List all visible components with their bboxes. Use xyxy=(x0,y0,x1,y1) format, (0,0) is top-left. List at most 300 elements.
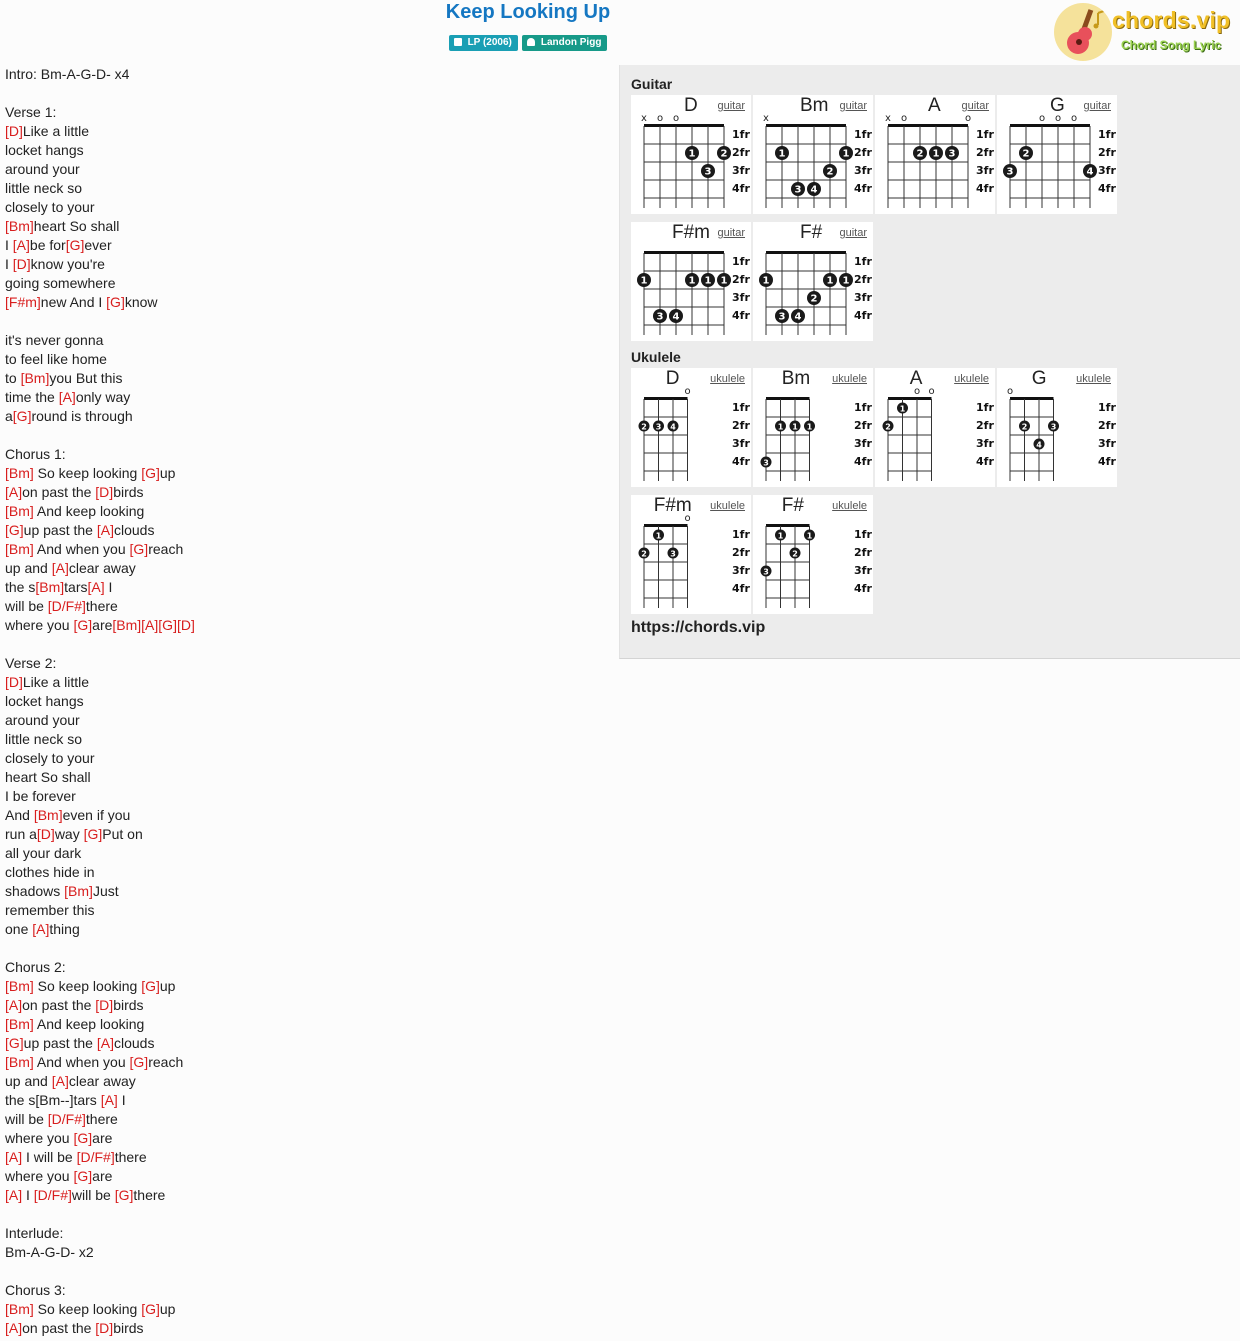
finger-dot xyxy=(897,403,908,414)
lyric-text: where you xyxy=(5,1130,74,1146)
fret-label: 4fr xyxy=(732,182,750,195)
muted-string-marker: x xyxy=(763,113,769,124)
chord-link[interactable]: [A] xyxy=(96,522,114,538)
chord-link[interactable]: [D/F#] xyxy=(47,1111,86,1127)
chord-link[interactable]: [Bm] xyxy=(35,579,65,595)
fret-label: 2fr xyxy=(732,273,750,286)
lyric-text: Intro: Bm-A-G-D- x4 xyxy=(5,66,130,82)
lyric-text: Like a little xyxy=(22,123,90,139)
open-string-marker: o xyxy=(900,113,908,124)
svg-text:3: 3 xyxy=(1006,166,1014,178)
instrument-link[interactable]: ukulele xyxy=(832,500,867,512)
lyric-line xyxy=(5,1224,605,1243)
svg-text:2: 2 xyxy=(826,166,834,178)
ukulele-chord-fsharpm[interactable] xyxy=(631,495,751,614)
song-title[interactable]: Keep Looking Up xyxy=(445,1,611,23)
nut xyxy=(1010,124,1090,127)
site-logo[interactable] xyxy=(1054,3,1240,63)
user-icon xyxy=(527,38,535,46)
chord-link[interactable]: [D/F#] xyxy=(33,1187,72,1203)
ukulele-chord-diagram xyxy=(997,368,1117,487)
chord-link[interactable]: [Bm] xyxy=(5,465,34,481)
lyric-text: on past the xyxy=(22,997,96,1013)
chord-link[interactable]: [G] xyxy=(83,826,103,842)
lyric-text: Chorus 2: xyxy=(5,959,66,975)
open-string-marker: o xyxy=(672,113,680,124)
chord-name: F#m xyxy=(653,495,692,516)
lyric-text: there xyxy=(85,1111,118,1127)
lyric-text: will be xyxy=(5,1111,48,1127)
lyric-line xyxy=(5,578,605,597)
fret-label: 4fr xyxy=(854,309,872,322)
chord-link[interactable]: [D] xyxy=(12,256,31,272)
lyric-line xyxy=(5,1129,605,1148)
chord-link[interactable]: [Bm] xyxy=(112,617,142,633)
logo-text: chords.vip xyxy=(1112,7,1231,33)
svg-text:1: 1 xyxy=(762,275,770,287)
lyric-line xyxy=(5,996,605,1015)
finger-dot xyxy=(1034,439,1045,450)
fret-label: 3fr xyxy=(976,164,994,177)
svg-text:1: 1 xyxy=(806,531,813,541)
svg-text:1: 1 xyxy=(655,531,662,541)
instrument-link[interactable]: guitar xyxy=(839,227,867,239)
lyric-text: I xyxy=(5,237,13,253)
fret-label: 3fr xyxy=(732,291,750,304)
lyric-text: clouds xyxy=(113,1035,155,1051)
svg-text:2: 2 xyxy=(720,148,728,160)
fret-label: 2fr xyxy=(1098,419,1116,432)
chord-link[interactable]: [D/F#] xyxy=(76,1149,115,1165)
chord-link[interactable]: [G] xyxy=(73,617,93,633)
ukulele-chord-d[interactable] xyxy=(631,368,751,487)
instrument-link[interactable]: guitar xyxy=(961,100,989,112)
lyric-line xyxy=(5,654,605,673)
svg-text:1: 1 xyxy=(842,148,850,160)
instrument-link[interactable]: ukulele xyxy=(1076,373,1111,385)
lyric-text: So keep looking xyxy=(33,465,142,481)
open-string-marker: o xyxy=(913,386,921,397)
lyric-text: birds xyxy=(113,1320,144,1336)
svg-text:4: 4 xyxy=(794,311,802,323)
lyric-line xyxy=(5,369,605,388)
svg-text:3: 3 xyxy=(778,311,786,323)
chord-link[interactable]: [G] xyxy=(141,465,160,481)
chord-link[interactable]: [G] xyxy=(12,408,32,424)
finger-dot xyxy=(653,309,667,323)
chord-link[interactable]: [A] xyxy=(87,579,105,595)
book-icon xyxy=(454,38,462,46)
svg-text:3: 3 xyxy=(655,422,662,432)
lyric-text: where you xyxy=(5,617,74,633)
lyric-text: birds xyxy=(113,997,144,1013)
open-string-marker: o xyxy=(964,113,972,124)
instrument-link[interactable]: ukulele xyxy=(710,373,745,385)
nut xyxy=(888,397,932,400)
chord-link[interactable]: [D] xyxy=(5,674,23,690)
finger-dot xyxy=(913,146,927,160)
chord-link[interactable]: [G] xyxy=(129,1054,149,1070)
lyric-text: Just xyxy=(92,883,119,899)
lyric-line xyxy=(5,730,605,749)
open-string-marker: o xyxy=(684,513,691,524)
lyric-line xyxy=(5,255,605,274)
lyric-line xyxy=(5,806,605,825)
chord-name: G xyxy=(1050,95,1065,116)
fret-label: 3fr xyxy=(1098,164,1116,177)
lyric-text: up past the xyxy=(23,1035,97,1051)
fret-label: 2fr xyxy=(854,146,872,159)
lyric-line xyxy=(5,141,605,160)
instrument-link[interactable]: ukulele xyxy=(710,500,745,512)
chord-link[interactable]: [G] xyxy=(5,522,24,538)
fret-label: 1fr xyxy=(1098,401,1116,414)
finger-dot xyxy=(1019,146,1033,160)
finger-dot xyxy=(807,182,821,196)
svg-text:3: 3 xyxy=(656,311,664,323)
open-string-marker: o xyxy=(928,386,935,397)
chord-link[interactable]: [D] xyxy=(95,997,114,1013)
open-string-marker: o xyxy=(1070,113,1078,124)
lyric-text: Bm-A-G-D- x2 xyxy=(5,1244,94,1260)
ukulele-chord-a[interactable] xyxy=(875,368,995,487)
svg-text:1: 1 xyxy=(640,275,648,287)
lyric-text: heart So shall xyxy=(33,218,120,234)
muted-string-marker: x xyxy=(885,113,891,124)
lyric-line xyxy=(5,1205,605,1224)
svg-text:1: 1 xyxy=(688,148,696,160)
finger-dot xyxy=(685,273,699,287)
lyric-text: the s[Bm--]tars xyxy=(5,1092,101,1108)
chord-link[interactable]: [Bm] xyxy=(33,807,63,823)
lyric-line xyxy=(5,350,605,369)
chord-link[interactable]: [G] xyxy=(129,541,149,557)
chord-link[interactable]: [D/F#] xyxy=(47,598,86,614)
chord-link[interactable]: [A] xyxy=(12,237,30,253)
chord-link[interactable]: [A] xyxy=(5,997,23,1013)
lyric-line xyxy=(5,977,605,996)
fret-label: 3fr xyxy=(854,164,872,177)
lyric-line xyxy=(5,958,605,977)
chord-link[interactable]: [Bm] xyxy=(5,978,34,994)
lyric-line xyxy=(5,901,605,920)
chord-link[interactable]: [A] xyxy=(5,1320,23,1336)
svg-text:3: 3 xyxy=(704,166,712,178)
fret-label: 1fr xyxy=(732,528,750,541)
ukulele-chord-g[interactable] xyxy=(997,368,1117,487)
finger-dot xyxy=(1019,421,1030,432)
chord-name: D xyxy=(665,368,680,389)
lyric-text: little neck so xyxy=(5,731,83,747)
lyric-text: around your xyxy=(5,161,80,177)
instrument-link[interactable]: guitar xyxy=(717,100,745,112)
svg-text:3: 3 xyxy=(948,148,956,160)
lyric-text: thing xyxy=(49,921,80,937)
chord-link[interactable]: [D] xyxy=(176,617,195,633)
fret-label: 3fr xyxy=(854,291,872,304)
chord-link[interactable]: [A] xyxy=(5,1149,23,1165)
lyric-line xyxy=(5,483,605,502)
nut xyxy=(888,124,968,127)
lyric-text: will be xyxy=(5,598,48,614)
chord-link[interactable]: [Bm] xyxy=(5,1016,34,1032)
chord-link[interactable]: [D] xyxy=(36,826,55,842)
chord-link[interactable]: [A] xyxy=(5,1187,23,1203)
finger-dot xyxy=(883,421,894,432)
lyric-line xyxy=(5,236,605,255)
fret-label: 4fr xyxy=(854,582,872,595)
chord-link[interactable]: [G] xyxy=(141,1301,160,1317)
lyric-text: I xyxy=(117,1092,126,1108)
finger-dot xyxy=(790,548,801,559)
instrument-link[interactable]: ukulele xyxy=(954,373,989,385)
lyric-text: know xyxy=(124,294,158,310)
lyric-text: going somewhere xyxy=(5,275,116,291)
lyric-text: Interlude: xyxy=(5,1225,64,1241)
finger-dot xyxy=(701,273,715,287)
fret-label: 4fr xyxy=(976,182,994,195)
svg-text:3: 3 xyxy=(670,549,676,559)
chord-link[interactable]: [G] xyxy=(114,1187,134,1203)
nut xyxy=(766,124,846,127)
lyric-text: closely to your xyxy=(5,750,95,766)
svg-text:1: 1 xyxy=(842,275,850,287)
chord-name: Bm xyxy=(800,95,829,116)
lyric-line xyxy=(5,1034,605,1053)
chord-link[interactable]: [Bm] xyxy=(20,370,50,386)
lyric-text: round is through xyxy=(31,408,133,424)
fret-label: 4fr xyxy=(732,582,750,595)
guitar-chord-fsharp[interactable] xyxy=(753,222,873,341)
ukulele-chord-fsharp[interactable] xyxy=(753,495,873,614)
chord-link[interactable]: [A] xyxy=(5,484,23,500)
finger-dot xyxy=(775,309,789,323)
chord-link[interactable]: [A] xyxy=(141,617,159,633)
finger-dot xyxy=(717,146,731,160)
fret-label: 1fr xyxy=(732,255,750,268)
finger-dot xyxy=(653,530,664,541)
lyric-line xyxy=(5,1110,605,1129)
guitar-chord-g[interactable] xyxy=(997,95,1117,214)
lyric-line xyxy=(5,1319,605,1338)
fret-label: 4fr xyxy=(1098,455,1116,468)
lyric-text: up xyxy=(159,978,176,994)
chord-link[interactable]: [G] xyxy=(106,294,125,310)
fret-label: 1fr xyxy=(732,401,750,414)
guitar-chord-bm[interactable] xyxy=(753,95,873,214)
chord-link[interactable]: [A] xyxy=(51,1073,69,1089)
fret-label: 4fr xyxy=(854,455,872,468)
ukulele-chord-bm[interactable] xyxy=(753,368,873,487)
lyric-line xyxy=(5,1262,605,1281)
fret-label: 2fr xyxy=(976,419,994,432)
chord-link[interactable]: [G] xyxy=(73,1130,93,1146)
fret-label: 3fr xyxy=(732,437,750,450)
lyric-text: it's never gonna xyxy=(5,332,104,348)
fret-label: 1fr xyxy=(854,401,872,414)
lyric-line xyxy=(5,521,605,540)
fret-label: 1fr xyxy=(976,401,994,414)
lyric-text: you But this xyxy=(49,370,123,386)
lyric-line xyxy=(5,198,605,217)
nut xyxy=(766,524,810,527)
lyric-text: Verse 2: xyxy=(5,655,57,671)
finger-dot xyxy=(1083,164,1097,178)
chord-name: A xyxy=(928,95,941,116)
nut xyxy=(644,251,724,254)
lyric-line xyxy=(5,1072,605,1091)
lyric-text: locket hangs xyxy=(5,142,84,158)
svg-text:1: 1 xyxy=(792,422,798,432)
chord-link[interactable]: [A] xyxy=(96,1035,114,1051)
lyric-line xyxy=(5,1148,605,1167)
chord-link[interactable]: [A] xyxy=(58,389,76,405)
lyric-text: heart So shall xyxy=(5,769,91,785)
finger-dot xyxy=(653,421,664,432)
instrument-link[interactable]: ukulele xyxy=(832,373,867,385)
header xyxy=(0,0,1240,64)
lyric-text: the s xyxy=(5,579,36,595)
finger-dot xyxy=(759,273,773,287)
lyric-line xyxy=(5,464,605,483)
chord-name: G xyxy=(1031,368,1047,389)
chord-link[interactable]: [D] xyxy=(5,123,23,139)
svg-text:3: 3 xyxy=(763,458,769,468)
lyric-line xyxy=(5,844,605,863)
lyric-line xyxy=(5,84,605,103)
fret-label: 2fr xyxy=(854,546,872,559)
lyric-line xyxy=(5,103,605,122)
chord-link[interactable]: [G] xyxy=(65,237,85,253)
lyric-line xyxy=(5,502,605,521)
lyric-text: I be forever xyxy=(5,788,76,804)
finger-dot xyxy=(807,291,821,305)
lyric-line xyxy=(5,787,605,806)
nut xyxy=(644,524,688,527)
lyric-text: run a xyxy=(5,826,37,842)
fret-label: 2fr xyxy=(732,546,750,559)
lyric-line xyxy=(5,312,605,331)
finger-dot xyxy=(668,421,679,432)
fret-label: 2fr xyxy=(854,273,872,286)
chord-link[interactable]: [Bm] xyxy=(5,541,34,557)
lyric-line xyxy=(5,1186,605,1205)
album-label: LP (2006) xyxy=(467,37,512,48)
fret-label: 3fr xyxy=(976,437,994,450)
fret-label: 4fr xyxy=(732,455,750,468)
fret-label: 2fr xyxy=(732,419,750,432)
fret-label: 2fr xyxy=(1098,146,1116,159)
instrument-link[interactable]: guitar xyxy=(1083,100,1111,112)
chord-link[interactable]: [G] xyxy=(5,1035,24,1051)
lyric-text: on past the xyxy=(22,484,96,500)
lyric-text: remember this xyxy=(5,902,95,918)
lyric-line xyxy=(5,1243,605,1262)
finger-dot xyxy=(791,182,805,196)
lyric-text: are xyxy=(92,1130,113,1146)
finger-dot xyxy=(717,273,731,287)
lyric-text: up xyxy=(159,465,176,481)
lyric-text: around your xyxy=(5,712,80,728)
chord-link[interactable]: [F#m] xyxy=(5,294,41,310)
artist-badge[interactable] xyxy=(522,35,608,51)
chord-link[interactable]: [A] xyxy=(51,560,69,576)
svg-text:2: 2 xyxy=(641,422,647,432)
guitar-chord-d[interactable] xyxy=(631,95,751,214)
chord-name: Bm xyxy=(781,368,811,389)
fret-label: 4fr xyxy=(976,455,994,468)
finger-dot xyxy=(839,146,853,160)
chord-link[interactable]: [G] xyxy=(158,617,177,633)
chord-link[interactable]: [Bm] xyxy=(64,883,93,899)
lyric-text: Chorus 3: xyxy=(5,1282,66,1298)
instrument-link[interactable]: guitar xyxy=(717,227,745,239)
ukulele-chord-diagram xyxy=(753,495,873,614)
svg-text:2: 2 xyxy=(792,549,798,559)
chord-link[interactable]: [G] xyxy=(141,978,160,994)
svg-text:4: 4 xyxy=(1036,440,1042,450)
lyric-line xyxy=(5,407,605,426)
chord-link[interactable]: [G] xyxy=(73,1168,93,1184)
svg-text:2: 2 xyxy=(1021,422,1028,432)
lyric-text: And keep looking xyxy=(33,1016,145,1032)
lyric-text: be for xyxy=(29,237,66,253)
chord-link[interactable]: [A] xyxy=(32,921,50,937)
guitar-chord-a[interactable] xyxy=(875,95,995,214)
chord-name: F# xyxy=(781,495,804,516)
chord-link[interactable]: [D] xyxy=(95,1320,114,1336)
finger-dot xyxy=(1048,421,1059,432)
finger-dot xyxy=(761,457,772,468)
svg-text:1: 1 xyxy=(778,148,786,160)
svg-text:2: 2 xyxy=(916,148,924,160)
fret-label: 2fr xyxy=(854,419,872,432)
finger-dot xyxy=(668,548,679,559)
fret-label: 1fr xyxy=(976,128,994,141)
guitar-chord-fsharpm[interactable] xyxy=(631,222,751,341)
instrument-link[interactable]: guitar xyxy=(839,100,867,112)
site-url[interactable]: https://chords.vip xyxy=(631,619,766,636)
lyric-line xyxy=(5,1300,605,1319)
chord-link[interactable]: [Bm] xyxy=(5,1301,34,1317)
ukulele-section-label: Ukulele xyxy=(631,349,681,365)
album-badge[interactable] xyxy=(449,35,518,51)
lyric-text: ever xyxy=(84,237,112,253)
svg-text:1: 1 xyxy=(777,531,784,541)
nut xyxy=(766,251,846,254)
finger-dot xyxy=(685,146,699,160)
lyric-line xyxy=(5,217,605,236)
finger-dot xyxy=(639,548,650,559)
finger-dot xyxy=(823,273,837,287)
lyric-line xyxy=(5,882,605,901)
chord-link[interactable]: [Bm] xyxy=(5,218,34,234)
chord-link[interactable]: [Bm] xyxy=(5,503,34,519)
chord-link[interactable]: [Bm] xyxy=(5,1054,34,1070)
lyric-text: So keep looking xyxy=(33,978,142,994)
nut xyxy=(766,397,810,400)
svg-text:1: 1 xyxy=(826,275,834,287)
svg-text:1: 1 xyxy=(777,422,784,432)
chord-link[interactable]: [A] xyxy=(100,1092,118,1108)
svg-text:2: 2 xyxy=(641,549,647,559)
fret-label: 1fr xyxy=(854,255,872,268)
lyric-text: know you're xyxy=(30,256,105,272)
chord-link[interactable]: [D] xyxy=(95,484,114,500)
lyric-text: all your dark xyxy=(5,845,82,861)
lyric-line xyxy=(5,749,605,768)
lyric-text: I xyxy=(5,256,13,272)
